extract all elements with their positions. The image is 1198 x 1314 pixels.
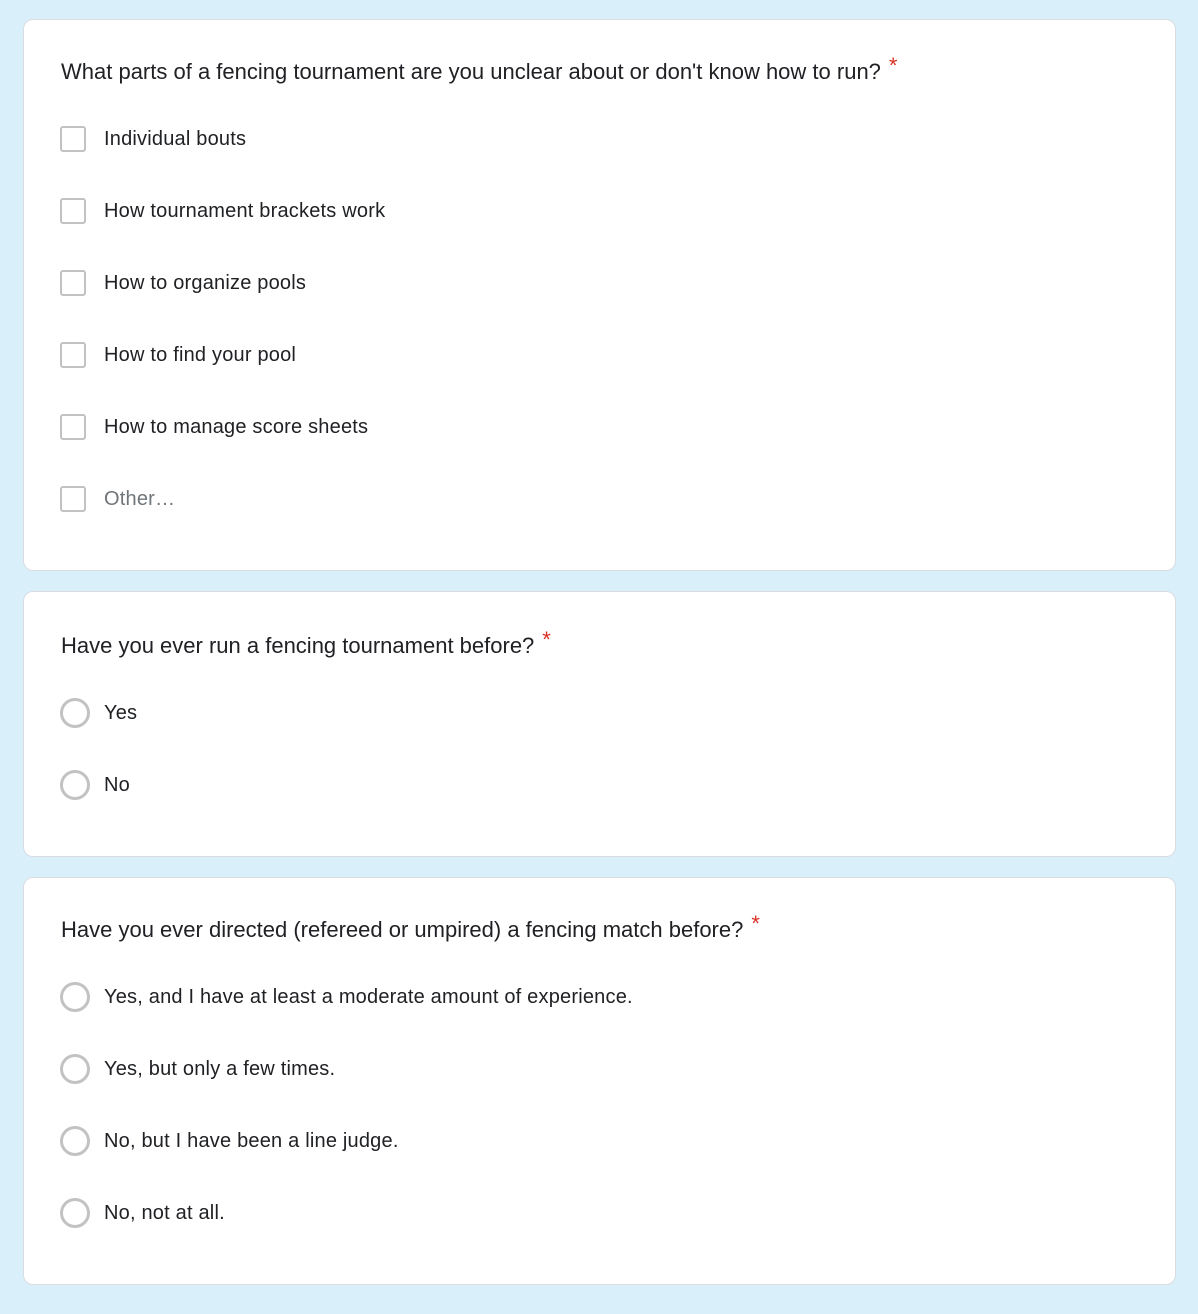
radio-button-icon[interactable]	[60, 1054, 90, 1084]
required-asterisk: *	[542, 627, 551, 652]
checkbox-icon[interactable]	[60, 414, 86, 440]
question-title: What parts of a fencing tournament are you unclear about or don't know how to run? *	[61, 53, 898, 84]
question-card-run-tournament	[23, 591, 1176, 857]
question-card-tournament-parts	[23, 19, 1176, 571]
option-label: Yes, but only a few times.	[104, 1057, 336, 1080]
required-asterisk: *	[751, 911, 760, 936]
radio-option-line-judge[interactable]	[60, 1125, 399, 1157]
question-title: Have you ever run a fencing tournament before? *	[61, 627, 551, 658]
option-label: How to find your pool	[104, 343, 297, 366]
checkbox-icon[interactable]	[60, 486, 86, 512]
radio-button-icon[interactable]	[60, 698, 90, 728]
checkbox-option-individual-bouts[interactable]	[60, 123, 246, 155]
radio-button-icon[interactable]	[60, 1198, 90, 1228]
radio-button-icon[interactable]	[60, 982, 90, 1012]
checkbox-option-other[interactable]	[60, 483, 175, 515]
radio-option-not-at-all[interactable]	[60, 1197, 225, 1229]
checkbox-option-tournament-brackets[interactable]	[60, 195, 385, 227]
checkbox-option-organize-pools[interactable]	[60, 267, 306, 299]
radio-button-icon[interactable]	[60, 770, 90, 800]
radio-button-icon[interactable]	[60, 1126, 90, 1156]
option-label: How tournament brackets work	[104, 199, 386, 222]
option-label: No	[104, 773, 130, 796]
checkbox-icon[interactable]	[60, 342, 86, 368]
radio-option-moderate-experience[interactable]	[60, 981, 633, 1013]
checkbox-icon[interactable]	[60, 126, 86, 152]
option-label: No, not at all.	[104, 1201, 225, 1224]
required-asterisk: *	[888, 53, 898, 78]
option-label: How to manage score sheets	[104, 415, 369, 438]
option-label: Individual bouts	[104, 127, 247, 150]
option-label: Yes	[104, 701, 138, 724]
checkbox-icon[interactable]	[60, 270, 86, 296]
option-label: How to organize pools	[104, 271, 307, 294]
checkbox-option-score-sheets[interactable]	[60, 411, 368, 443]
radio-option-few-times[interactable]	[60, 1053, 335, 1085]
option-label: Yes, and I have at least a moderate amount of experience.	[104, 985, 633, 1008]
radio-option-yes[interactable]	[60, 697, 137, 729]
option-label: No, but I have been a line judge.	[104, 1129, 399, 1152]
question-title: Have you ever directed (refereed or umpired) a fencing match before? *	[61, 911, 760, 942]
checkbox-icon[interactable]	[60, 198, 86, 224]
other-option-label[interactable]: Other…	[104, 487, 176, 510]
radio-option-no[interactable]	[60, 769, 130, 801]
checkbox-option-find-pool[interactable]	[60, 339, 296, 371]
question-card-directed-match	[23, 877, 1176, 1285]
